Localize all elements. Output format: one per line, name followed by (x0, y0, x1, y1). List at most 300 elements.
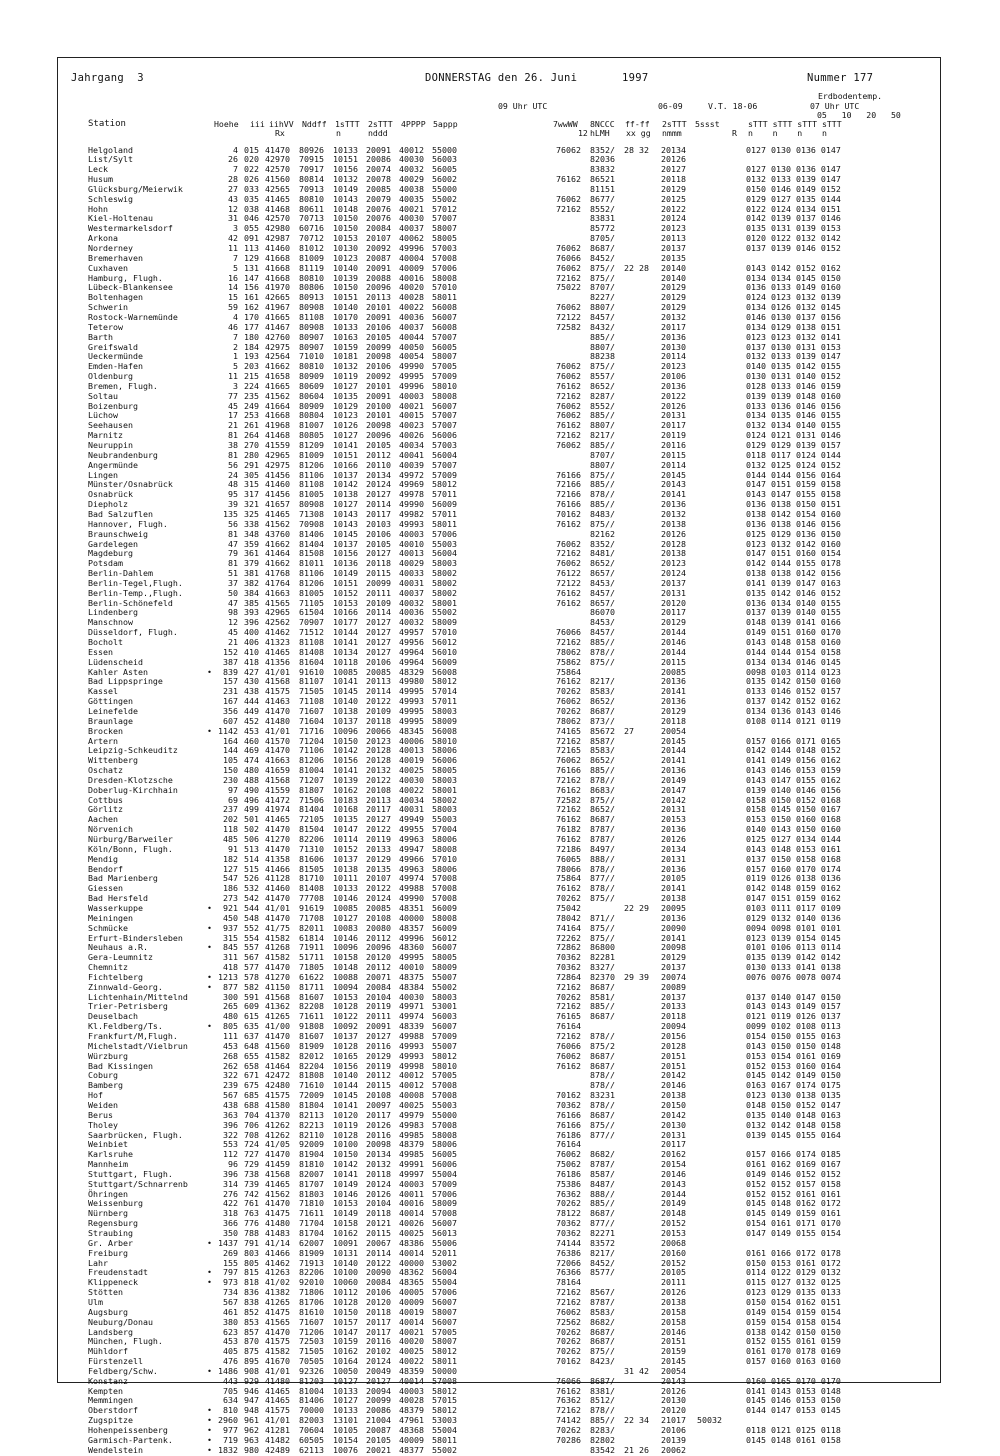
2sttt-b: 20123 (661, 361, 686, 372)
7wwww: 76165 (556, 1011, 581, 1022)
4pppp: 40050 (399, 341, 424, 352)
8nccc: 8687/ (590, 243, 615, 253)
7wwww: 74142 (556, 1415, 581, 1426)
2sttt-b: 20123 (661, 558, 686, 569)
2sttt: 20113 (366, 292, 391, 303)
2sttt: 20129 (366, 853, 391, 864)
7wwww: 72162 (556, 272, 581, 283)
8nccc: 875// (590, 518, 615, 529)
iihvv: 42570 (265, 164, 290, 175)
5appp: 55004 (432, 1168, 457, 1179)
8nccc: 885// (590, 479, 615, 490)
hoehe: 31 (228, 213, 238, 224)
8nccc: 8687/ (590, 981, 615, 992)
5appp: 56005 (432, 164, 457, 175)
4pppp: 40039 (399, 459, 424, 470)
5ssst: 50032 (697, 1415, 722, 1426)
5appp: 57008 (432, 893, 457, 904)
soil-temps: 0122 0124 0134 0151 (746, 203, 841, 214)
1sttt: 10076 (333, 1444, 358, 1455)
4pppp: 48368 (399, 1425, 424, 1435)
4pppp: 40029 (399, 558, 424, 569)
station-name: Kiel-Holtenau (88, 213, 153, 224)
iii: 870 (244, 1336, 259, 1347)
iihvv: 41568 (265, 676, 290, 687)
4pppp: 48359 (399, 1365, 424, 1376)
hoehe: 45 (228, 627, 238, 638)
iihvv: 41582 (265, 932, 290, 943)
1sttt: 10096 (333, 942, 358, 953)
nddff: 80926 (299, 144, 324, 155)
8nccc: 8457/ (590, 587, 615, 598)
2sttt: 20107 (366, 233, 391, 244)
7wwww: 72122 (556, 577, 581, 588)
5appp: 55003 (432, 814, 457, 825)
2sttt-b: 20130 (661, 1395, 686, 1406)
7wwww: 75864 (556, 873, 581, 884)
8nccc: 86800 (590, 942, 615, 953)
nddff: 81408 (299, 646, 324, 657)
iii: 908 (244, 1365, 259, 1376)
5appp: 55004 (432, 1425, 457, 1435)
nddff: 80810 (299, 272, 324, 283)
2sttt: 20091 (366, 390, 391, 401)
2sttt: 20114 (366, 1247, 391, 1258)
8nccc: 878// (590, 646, 615, 657)
4pppp: 40020 (399, 282, 424, 293)
iii: 180 (244, 331, 259, 342)
soil-temps: 0138 0142 0150 0150 (746, 1326, 841, 1337)
nddff: 72503 (299, 1336, 324, 1347)
nddff: 81604 (299, 656, 324, 667)
1sttt: 10153 (333, 991, 358, 1002)
8nccc: 875// (590, 272, 615, 283)
1sttt: 10128 (333, 1129, 358, 1140)
8nccc: 878// (590, 489, 615, 500)
iii: 948 (244, 1405, 259, 1416)
station-name: Deuselbach (88, 1011, 138, 1022)
soil-temps: 0144 0144 0156 0164 (746, 469, 841, 480)
nddff: 81012 (299, 243, 324, 253)
station-name: Potsdam (88, 558, 123, 569)
iii: 947 (244, 1395, 259, 1406)
iii: 438 (244, 686, 259, 697)
hoehe: 43 (228, 193, 238, 204)
1sttt: 10130 (333, 243, 358, 253)
2sttt: 20115 (366, 1080, 391, 1091)
hoehe: 12 (228, 617, 238, 628)
2sttt: 20099 (366, 341, 391, 352)
iihvv: 41356 (265, 656, 290, 667)
hoehe: 81 (228, 528, 238, 539)
2sttt: 20127 (366, 1375, 391, 1386)
hoehe: 127 (223, 863, 238, 874)
1sttt: 10128 (333, 1001, 358, 1012)
table-row (0, 1426, 884, 1436)
soil-temps: 0139 0145 0155 0164 (746, 1129, 841, 1140)
ffff-header: ff-ff (625, 119, 650, 129)
station-name: Regensburg (88, 1218, 138, 1229)
soil-temps: 0129 0129 0139 0157 (746, 440, 841, 450)
2sttt: 20122 (366, 883, 391, 894)
soil-temps: 0148 0150 0152 0147 (746, 1099, 841, 1110)
iii: 359 (244, 538, 259, 549)
2sttt: 20101 (366, 380, 391, 391)
iii: 177 (244, 321, 259, 332)
2sttt-b: 20126 (661, 528, 686, 539)
iii: 788 (244, 1228, 259, 1238)
2sttt: 20098 (366, 1139, 391, 1150)
soil-temps: 0143 0142 0152 0162 (746, 262, 841, 273)
station-name: Bremerhaven (88, 252, 143, 263)
mountain-mark: • (207, 1415, 212, 1426)
hoehe: 547 (223, 873, 238, 884)
2sttt: 20117 (366, 804, 391, 815)
5appp: 55000 (432, 1109, 457, 1120)
nddff: 62007 (299, 1237, 324, 1248)
5appp: 57010 (432, 853, 457, 864)
station-name: Berlin-Dahlem (88, 568, 153, 579)
nddff: 81606 (299, 853, 324, 864)
2sttt-b: 20146 (661, 1326, 686, 1337)
n-cols-header: n n n n (748, 128, 827, 138)
4pppp-header: 4PPPP (401, 119, 426, 129)
2sttt: 20084 (366, 981, 391, 992)
7wwww: 72162 (556, 1405, 581, 1416)
iii: 469 (244, 745, 259, 756)
1sttt: 10163 (333, 331, 358, 342)
vt-label: V.T. 18-06 (708, 101, 758, 111)
5appp: 57007 (432, 459, 457, 470)
soil-temps: 0123 0129 0135 0133 (746, 1287, 841, 1298)
iihvv: 41456 (265, 469, 290, 480)
2sttt: 20087 (366, 252, 391, 263)
7wwww: 78042 (556, 912, 581, 923)
soil-temps: 0076 0076 0078 0074 (746, 971, 841, 982)
iii: 706 (244, 1119, 259, 1130)
station-name: Gr. Arber (88, 1237, 133, 1248)
iii: 253 (244, 410, 259, 421)
hoehe: 363 (223, 1109, 238, 1120)
nddff: 72105 (299, 814, 324, 825)
7wwww: 76164 (556, 1139, 581, 1150)
4pppp: 40033 (399, 568, 424, 579)
station-name: Würzburg (88, 1050, 128, 1061)
5appp: 58008 (432, 390, 457, 401)
8nccc: 8677/ (590, 193, 615, 204)
nddff: 81807 (299, 784, 324, 795)
1sttt: 10138 (333, 489, 358, 500)
iii: 962 (244, 1425, 259, 1435)
5appp: 57007 (432, 410, 457, 421)
iihvv: 41465 (265, 814, 290, 825)
1sttt: 10135 (333, 390, 358, 401)
iii: 418 (244, 656, 259, 667)
1sttt: 10050 (333, 1365, 358, 1376)
8nccc: 875// (590, 893, 615, 904)
iihvv: 41582 (265, 1346, 290, 1357)
iii: 635 (244, 1021, 259, 1032)
iihvv: 41456 (265, 489, 290, 500)
5appp: 56009 (432, 499, 457, 510)
7wwww: 75022 (556, 282, 581, 293)
soil-temps: 0145 0148 0161 0158 (746, 1434, 841, 1445)
2sttt: 20124 (366, 1178, 391, 1189)
1sttt: 10140 (333, 696, 358, 707)
iihvv: 41480 (265, 715, 290, 726)
iii: 184 (244, 341, 259, 352)
7wwww: 72165 (556, 745, 581, 756)
2sttt-b: 20132 (661, 508, 686, 519)
mountain-mark: • (207, 666, 212, 677)
4pppp: 49995 (399, 371, 424, 382)
8nccc: 8687/ (590, 705, 615, 716)
4pppp: 40041 (399, 449, 424, 460)
4pppp: 48360 (399, 942, 424, 953)
iihvv: 41460 (265, 243, 290, 253)
iihvv: 41560 (265, 1040, 290, 1051)
4pppp: 49996 (399, 380, 424, 391)
hoehe: 567 (223, 1090, 238, 1101)
nddff: 60716 (299, 223, 324, 234)
8nccc: 875// (590, 262, 615, 273)
8nccc: 875// (590, 1119, 615, 1130)
hoehe: 37 (228, 577, 238, 588)
soil-temps: 0123 0123 0132 0141 (746, 331, 841, 342)
5appp: 56007 (432, 311, 457, 322)
1sttt: 10156 (333, 755, 358, 766)
nddff: 81610 (299, 1306, 324, 1317)
1sttt: 10114 (333, 834, 358, 844)
4pppp: 49993 (399, 1050, 424, 1061)
nddff: 71611 (299, 1011, 324, 1022)
hoehe: 322 (223, 1129, 238, 1140)
nddff: 71604 (299, 715, 324, 726)
iii: 501 (244, 814, 259, 825)
iii: 249 (244, 400, 259, 411)
4pppp: 40025 (399, 1099, 424, 1110)
soil-temps: 0119 0126 0138 0136 (746, 873, 841, 884)
hoehe: 11 (228, 371, 238, 382)
iii: 444 (244, 696, 259, 707)
hoehe: 91 (228, 843, 238, 854)
7wwww: 72162 (556, 548, 581, 559)
7wwww: 76062 (556, 243, 581, 253)
nddff: 81108 (299, 637, 324, 647)
nddff: 81607 (299, 1031, 324, 1041)
hoehe: 135 (223, 508, 238, 519)
1sttt: 10127 (333, 499, 358, 510)
7wwww-header: 7wwWW (553, 119, 578, 129)
iihvv: 41468 (265, 430, 290, 441)
5appp: 55000 (432, 144, 457, 155)
soil-temps: 0145 0148 0162 0172 (746, 1198, 841, 1209)
8nccc: 8652/ (590, 558, 615, 569)
station-name: Brocken (88, 725, 123, 736)
1sttt: 10141 (333, 1168, 358, 1179)
2sttt: 20116 (366, 1129, 391, 1140)
8nccc: 8787/ (590, 834, 615, 844)
7wwww: 76162 (556, 883, 581, 894)
station-name: Lüdenscheid (88, 656, 143, 667)
issue-number: Nummer 177 (807, 72, 874, 84)
hoehe: 42 (228, 233, 238, 244)
hoehe: 28 (228, 174, 238, 185)
2sttt-b: 20126 (661, 400, 686, 411)
iii: 532 (244, 883, 259, 894)
4pppp: 40003 (399, 1178, 424, 1189)
iihvv: 41664 (265, 400, 290, 411)
5appp: 58012 (432, 1346, 457, 1357)
station-name: Klippeneck (88, 1277, 138, 1288)
iihvv: 41670 (265, 1356, 290, 1367)
8nccc: 875// (590, 932, 615, 943)
7wwww: 72162 (556, 804, 581, 815)
5appp: 56006 (432, 430, 457, 441)
hoehe: 96 (228, 1159, 238, 1170)
hoehe: 14 (228, 282, 238, 293)
soil-temps: 0099 0102 0108 0113 (746, 1021, 841, 1032)
1sttt: 10156 (333, 164, 358, 175)
iihvv: 41/01 (265, 902, 290, 913)
iihvv: 41575 (265, 1405, 290, 1416)
nddff: 71105 (299, 597, 324, 608)
hoehe: 380 (223, 1316, 238, 1327)
hoehe: 155 (223, 1257, 238, 1268)
soil-temps: 0098 0103 0114 0123 (746, 666, 841, 677)
7wwww: 76062 (556, 755, 581, 766)
1sttt: 10150 (333, 223, 358, 234)
iii: 739 (244, 1178, 259, 1189)
hoehe: 2960 (218, 1415, 238, 1426)
7wwww: 72864 (556, 971, 581, 982)
ffff: 22 28 (624, 262, 649, 273)
5appp: 56007 (432, 400, 457, 411)
table-row (0, 1416, 884, 1426)
xxgg-header: xx gg (626, 128, 651, 138)
iihvv: 41/01 (265, 666, 290, 677)
2sttt-b: 20117 (661, 420, 686, 431)
hoehe: 27 (228, 183, 238, 194)
7wwww: 70262 (556, 1346, 581, 1357)
nddff: 81706 (299, 1296, 324, 1307)
4pppp: 40026 (399, 430, 424, 441)
iihvv: 41470 (265, 144, 290, 155)
iii: 381 (244, 568, 259, 579)
nddff: 71505 (299, 1346, 324, 1357)
2sttt: 20134 (366, 469, 391, 480)
nddff: 81106 (299, 568, 324, 579)
2sttt-b: 20137 (661, 991, 686, 1002)
iii: 729 (244, 1159, 259, 1170)
5appp: 58007 (432, 351, 457, 362)
5appp: 56004 (432, 548, 457, 559)
2sttt: 20122 (366, 696, 391, 707)
iihvv-header: iihVV (269, 119, 294, 129)
5appp: 58007 (432, 1306, 457, 1317)
soil-temps: 0161 0170 0178 0169 (746, 1346, 841, 1357)
soil-temps: 0149 0151 0160 0170 (746, 627, 841, 638)
soil-temps: 0142 0144 0148 0152 (746, 745, 841, 756)
soil-temps: 0158 0150 0152 0168 (746, 794, 841, 805)
station-name: Westermarkelsdorf (88, 223, 173, 234)
soil-temps: 0134 0129 0138 0151 (746, 321, 841, 332)
iii: 091 (244, 233, 259, 244)
nddff: 82208 (299, 1001, 324, 1012)
7wwww: 76166 (556, 765, 581, 776)
4pppp: 49980 (399, 676, 424, 687)
1sttt: 10151 (333, 449, 358, 460)
iihvv: 41265 (265, 1011, 290, 1022)
soil-temps: 0138 0142 0154 0160 (746, 508, 841, 519)
2sttt-b: 20136 (661, 499, 686, 510)
4pppp: 49990 (399, 893, 424, 904)
station-name: Nürburg/Barweiler (88, 834, 173, 844)
4pppp: 40010 (399, 538, 424, 549)
soil-temps: 0141 0139 0147 0163 (746, 577, 841, 588)
2sttt: 20096 (366, 942, 391, 953)
hoehe: 45 (228, 400, 238, 411)
iihvv: 41470 (265, 705, 290, 716)
nddff: 82113 (299, 1109, 324, 1120)
2sttt: 20113 (366, 676, 391, 687)
2sttt-b: 20140 (661, 272, 686, 283)
iihvv: 42565 (265, 183, 290, 194)
hoehe: 81 (228, 449, 238, 460)
iihvv: 41382 (265, 1287, 290, 1298)
1sttt: 10162 (333, 1346, 358, 1357)
2sttt: 20106 (366, 656, 391, 667)
iihvv: 42760 (265, 331, 290, 342)
8nccc: 8327/ (590, 962, 615, 973)
iii: 235 (244, 390, 259, 401)
soil-temps: 0132 0133 0139 0147 (746, 174, 841, 185)
nddff: 80810 (299, 193, 324, 204)
hoehe: 3 (233, 223, 238, 234)
4pppp: 48375 (399, 971, 424, 982)
5appp: 57006 (432, 1287, 457, 1298)
5appp: 55007 (432, 971, 457, 982)
5appp: 58003 (432, 774, 457, 785)
8nccc: 83572 (590, 1237, 615, 1248)
4pppp: 40036 (399, 311, 424, 322)
4pppp: 49983 (399, 1119, 424, 1130)
7wwww: 72186 (556, 843, 581, 854)
1sttt: 10181 (333, 351, 358, 362)
iihvv: 41/01 (265, 725, 290, 736)
nddff: 81004 (299, 765, 324, 776)
2sttt-b: 20136 (661, 676, 686, 687)
1sttt: 10149 (333, 183, 358, 194)
station-name: Stuttgart, Flugh. (88, 1168, 173, 1179)
2sttt: 20049 (366, 1365, 391, 1376)
nddff: 81007 (299, 420, 324, 431)
mountain-mark: • (207, 971, 212, 982)
2sttt: 20105 (366, 538, 391, 549)
5appp: 58011 (432, 518, 457, 529)
mountain-mark: • (207, 942, 212, 953)
2sttt-b: 20151 (661, 1050, 686, 1061)
8nccc: 8807/ (590, 420, 615, 431)
7wwww: 76162 (556, 380, 581, 391)
table-row (0, 1406, 884, 1416)
station-name: Berlin-Temp.,Flugh. (88, 587, 183, 598)
2sttt-b: 20120 (661, 597, 686, 608)
iii: 506 (244, 834, 259, 844)
iihvv: 41459 (265, 1159, 290, 1170)
2sttt: 20090 (366, 1267, 391, 1278)
2sttt: 20127 (366, 646, 391, 657)
